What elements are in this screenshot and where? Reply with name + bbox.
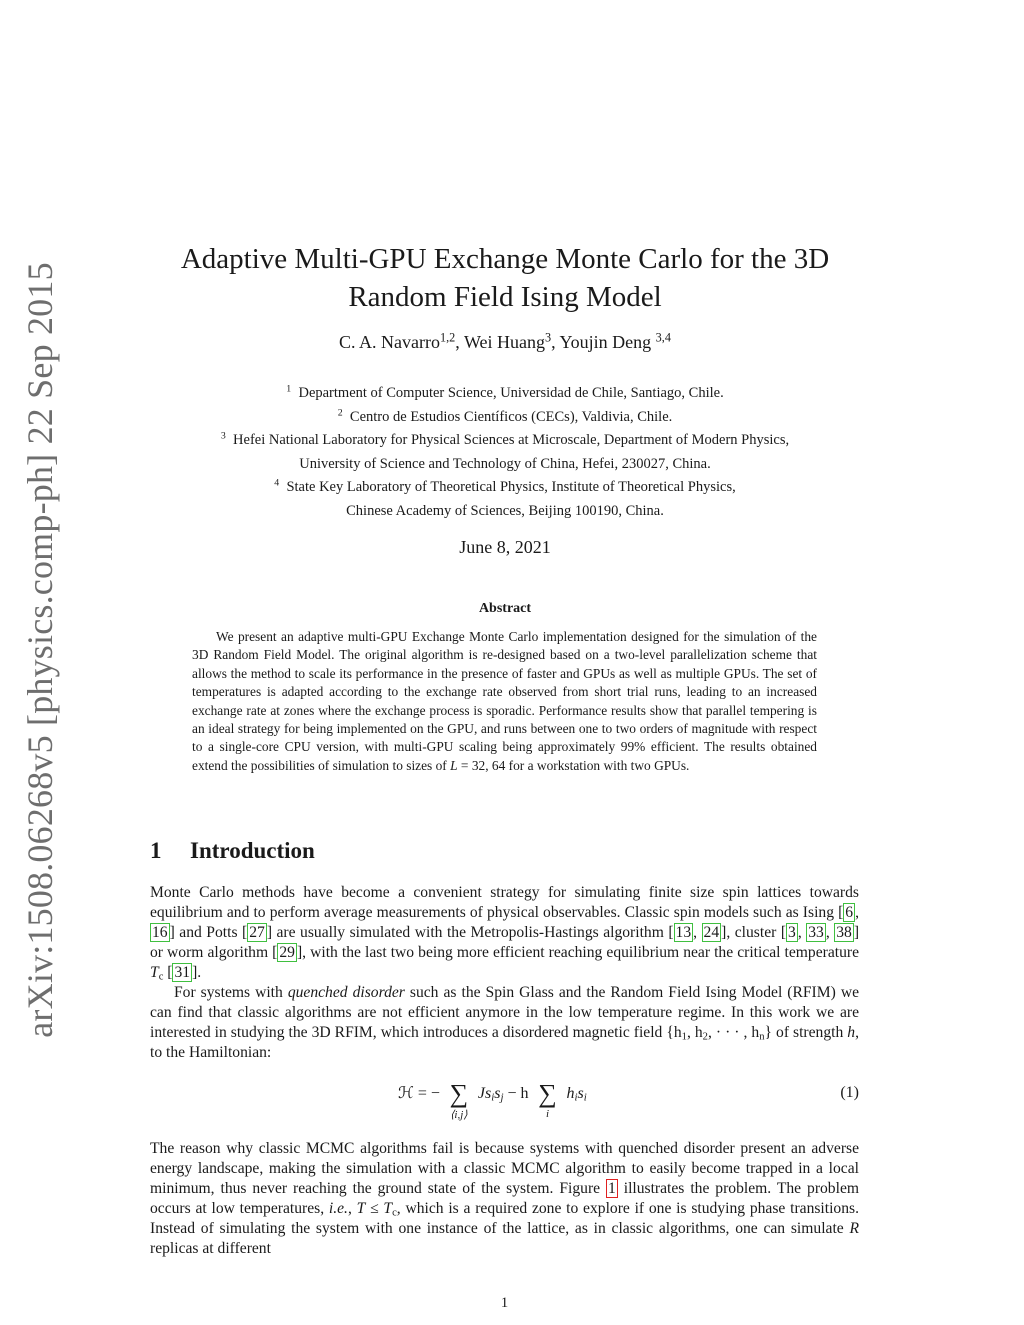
equation-sub-j: j — [500, 1091, 504, 1104]
equation-sub-i: i — [491, 1091, 495, 1104]
author-huang-affil: 3 — [545, 330, 552, 345]
sum-operator-1: ∑ ⟨i,j⟩ — [449, 1079, 469, 1121]
affiliation-3 — [150, 429, 860, 453]
author-navarro: C. A. Navarro — [339, 332, 440, 352]
equation-sub-i3: i — [583, 1091, 587, 1104]
author-deng: Youjin Deng — [559, 332, 652, 352]
p2-emphasis: quenched disorder — [287, 984, 405, 1001]
p1-math-t: T — [150, 964, 159, 981]
p3-text-1: The reason why classic MCMC algorithms fail is because systems with quenched disorder present an adverse energy landscape, making the simulation with a classic MCMC algorithm to easily become trapped in a local minimum, thus never reaching the ground state of the system. Figure — [150, 1140, 859, 1197]
p3-math-tc-sub: c — [392, 1207, 397, 1219]
equation-sub-i2: i — [574, 1091, 578, 1104]
abstract-text-part1: We present an adaptive multi-GPU Exchange Monte Carlo implementation designed for the simulation of the 3D Random Field Model. The original algorithm is re-designed based on a two-level parallelization scheme that allows the method to scale its performance in the presence of faster and GPUs as well as multiple GPUs. The set of temperatures is adapted according to the exchange rate observed from short trial runs, leading to an increased exchange rate at zones where the exchange process is sporadic. Performance results show that parallel tempering is an ideal strategy for being implemented on the GPU, and runs between one to two orders of magnitude with respect to a single-core CPU version, with multi-GPU scaling being approximately 99% efficient. The results obtained extend the possibilities of simulation to sizes of — [192, 629, 817, 773]
abstract-text — [192, 628, 817, 775]
citation-link[interactable]: 27 — [249, 924, 265, 941]
section-number: 1 — [150, 838, 162, 863]
affiliation-2-mark: 2 — [337, 407, 343, 419]
p1-text-6: , with the last two being more efficient reaching equilibrium near the critical temperature — [302, 944, 860, 961]
equation-lhs: ℋ = − — [398, 1085, 440, 1102]
citation-link[interactable]: 29 — [279, 944, 295, 961]
sum-2-index: i — [545, 1108, 550, 1120]
p2-sub-n: n — [759, 1031, 765, 1043]
p1-text-2: and Potts — [174, 924, 243, 941]
title-line-1: Adaptive Multi-GPU Exchange Monte Carlo for the 3D — [180, 243, 830, 275]
equation-term-s: s — [494, 1085, 501, 1102]
citation-link[interactable]: 38 — [836, 924, 852, 941]
p3-ie: i.e. — [328, 1200, 348, 1217]
affiliation-1-text: Department of Computer Science, Universidad de Chile, Santiago, Chile. — [298, 385, 724, 401]
sum-operator-2: ∑ i — [538, 1079, 557, 1120]
p2-sub-2: 2 — [702, 1031, 708, 1043]
p3-text-5: , which is a required zone to explore if one is studying phase transitions. Instead of simulating the system with one instance of the lattice, as in classic algorithms, one can simulate — [150, 1200, 859, 1237]
intro-paragraph-3 — [150, 1139, 859, 1259]
p3-math-r: R — [849, 1220, 859, 1237]
citation-link[interactable]: 16 — [152, 924, 168, 941]
abstract-math-l: L — [450, 757, 458, 773]
citation-link[interactable]: 3 — [788, 924, 796, 941]
author-navarro-affil: 1,2 — [440, 330, 456, 345]
p3-math-t2: T — [383, 1200, 393, 1217]
equation-term-js: Js — [477, 1085, 492, 1102]
equation-minus-h: − h — [507, 1085, 529, 1102]
affiliation-1 — [150, 382, 860, 406]
p3-text-3: , — [347, 1200, 357, 1217]
author-deng-affil: 3,4 — [655, 330, 671, 345]
affiliation-3-cont: University of Science and Technology of China, Hefei, 230027, China. — [299, 455, 711, 472]
affiliation-4-text: State Key Laboratory of Theoretical Physics, Institute of Theoretical Physics, — [286, 479, 736, 495]
affiliation-1-mark: 1 — [286, 383, 292, 395]
figure-reference-link[interactable]: 1 — [608, 1180, 616, 1197]
p1-text-5: or worm algorithm — [150, 944, 273, 961]
affiliation-2 — [150, 406, 860, 430]
equation-term-h: h — [566, 1085, 575, 1102]
affiliation-4 — [150, 476, 860, 500]
affiliation-3-mark: 3 — [220, 430, 226, 442]
equation-number: (1) — [840, 1084, 859, 1101]
paper-title — [150, 240, 860, 316]
p3-text-6: replicas at different — [150, 1240, 271, 1257]
affiliation-4-mark: 4 — [274, 477, 280, 489]
affiliation-2-text: Centro de Estudios Científicos (CECs), Valdivia, Chile. — [349, 408, 673, 425]
p2-text-4: , · · · , h — [707, 1024, 760, 1041]
p2-text-3: , h — [686, 1024, 703, 1041]
p3-math-t: T — [356, 1200, 366, 1217]
page-number: 1 — [500, 1295, 509, 1311]
arxiv-identifier-stamp: arXiv:1508.06268v5 [physics.comp-ph] 22 Sep 2015 — [20, 262, 60, 1038]
p2-text-1: For systems with — [174, 984, 288, 1001]
equation-body — [398, 1079, 587, 1121]
p2-text-2: such as the Spin Glass and the Random Field Ising Model (RFIM) we can find that classic algorithms are not efficient anymore in the low temperature regime. In this work we are interested in studying the 3D RFIM, which introduces a disordered magnetic field {h — [150, 984, 860, 1041]
section-title: Introduction — [190, 838, 315, 863]
affiliation-3-text: Hefei National Laboratory for Physical Sciences at Microscale, Department of Modern Physics, — [233, 432, 790, 448]
paper-date: June 8, 2021 — [459, 537, 551, 557]
p3-text-4: ≤ — [365, 1200, 384, 1217]
abstract-text-part2: = 32, 64 for a workstation with two GPUs. — [457, 757, 690, 773]
equation-term-s2: s — [577, 1085, 584, 1102]
citation-link[interactable]: 13 — [675, 924, 692, 941]
affiliation-list — [150, 382, 860, 523]
p1-text-7: . — [197, 964, 202, 981]
p2-text-5: } of strength — [764, 1024, 848, 1041]
section-heading-introduction — [150, 838, 315, 864]
p2-sub-1: 1 — [681, 1031, 687, 1043]
affiliation-4-cont: Chinese Academy of Sciences, Beijing 100190, China. — [346, 502, 664, 519]
citation-link[interactable]: 24 — [703, 924, 720, 941]
author-huang: Wei Huang — [463, 332, 546, 352]
p1-text-1: Monte Carlo methods have become a convenient strategy for simulating finite size spin lattices towards equilibrium and to perform average measurements of physical observables. Classic spin models such as Ising — [150, 884, 859, 921]
abstract-heading: Abstract — [478, 601, 532, 616]
author-list: C. A. Navarro$^{1,2}$, Wei Huang$^3$, Youjin Deng $^{3,4}$ — [339, 330, 671, 352]
p2-text-6: , to the Hamiltonian: — [150, 1024, 859, 1061]
sum-1-index: ⟨i,j⟩ — [450, 1109, 468, 1121]
p1-text-3: are usually simulated with the Metropolis-Hastings algorithm — [272, 924, 669, 941]
title-line-2: Random Field Ising Model — [348, 281, 662, 313]
p1-text-4: , cluster — [726, 924, 781, 941]
hamiltonian-equation — [150, 1076, 859, 1128]
citation-link[interactable]: 6 — [845, 904, 854, 921]
citation-link[interactable]: 31 — [174, 964, 191, 981]
citation-link[interactable]: 33 — [808, 924, 824, 941]
p2-math-h: h — [847, 1024, 856, 1041]
p3-text-2: illustrates the problem. The problem occurs at low temperatures, — [150, 1180, 859, 1217]
intro-paragraph-2 — [150, 983, 859, 1063]
intro-paragraph-1: Monte Carlo methods have become a convenient strategy for simulating finite size spin lattices towards equilibrium and to perform average measurements of physical observables. Classic spin models such as Ising [ 6 , 16 ] and Potts [ 27 ] are usually simulated with the Metropolis-Hastings algorithm [ 13 , 24 ], cluster [ 3 , 33 , 38 ] or worm algorithm [ 29 ], with the last two being more efficient reaching equilibrium near the critical temperature $T_c$ [ 31 ]. — [150, 884, 860, 983]
p1-math-tc-sub: c — [158, 971, 164, 983]
